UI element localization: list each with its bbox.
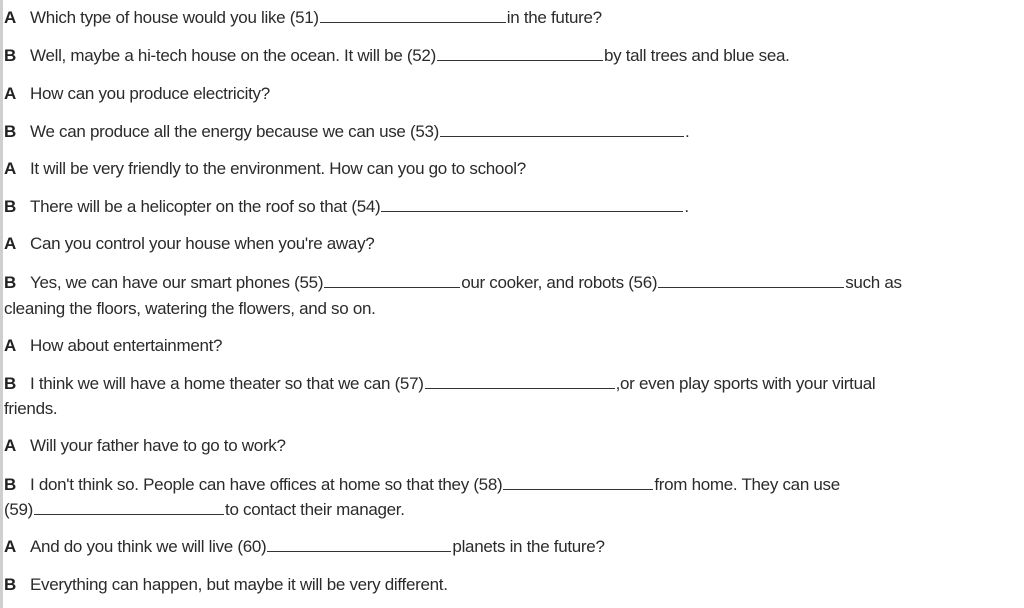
line-text: How about entertainment?	[30, 336, 223, 355]
line-text: (59)	[4, 500, 34, 519]
dialogue-line-12-continued	[4, 498, 1012, 522]
speaker-label: B	[4, 273, 16, 292]
dialogue-line-5	[4, 157, 1012, 181]
speaker-label: A	[4, 84, 16, 103]
line-text: planets in the future?	[452, 537, 605, 556]
speaker-label: A	[4, 8, 16, 27]
answer-blank-60[interactable]	[267, 535, 451, 552]
line-text: .	[685, 122, 690, 141]
speaker-label: B	[4, 46, 16, 65]
line-text: Everything can happen, but maybe it will be very different.	[30, 575, 448, 594]
speaker-label: B	[4, 122, 16, 141]
line-text: Which type of house would you like (51)	[30, 8, 319, 27]
dialogue-line-12	[4, 473, 1012, 497]
answer-blank-56[interactable]	[658, 271, 844, 288]
line-text: Can you control your house when you're away?	[30, 234, 375, 253]
answer-blank-53[interactable]	[440, 120, 684, 137]
dialogue-line-11	[4, 434, 1012, 458]
answer-blank-55[interactable]	[324, 271, 460, 288]
dialogue-line-10-continued	[4, 397, 1012, 421]
line-text: And do you think we will live (60)	[30, 537, 267, 556]
left-border	[0, 0, 3, 608]
line-text: We can produce all the energy because we can use (53)	[30, 122, 440, 141]
speaker-label: A	[4, 159, 16, 178]
answer-blank-58[interactable]	[503, 473, 653, 490]
answer-blank-54[interactable]	[381, 195, 683, 212]
answer-blank-52[interactable]	[437, 44, 603, 61]
dialogue-line-14	[4, 573, 1012, 597]
line-text: from home. They can use	[654, 475, 840, 494]
line-text: such as	[845, 273, 902, 292]
line-text: friends.	[4, 399, 58, 418]
dialogue-line-8	[4, 271, 1012, 295]
line-text: our cooker, and robots (56)	[461, 273, 658, 292]
dialogue-line-1	[4, 6, 1012, 30]
dialogue-line-9	[4, 334, 1012, 358]
speaker-label: A	[4, 436, 16, 455]
line-text: in the future?	[506, 8, 602, 27]
line-text: ,or even play sports with your virtual	[615, 374, 876, 393]
line-text: .	[684, 197, 689, 216]
dialogue-line-10	[4, 372, 1012, 396]
dialogue-line-6	[4, 195, 1012, 219]
speaker-label: B	[4, 374, 16, 393]
line-text: I don't think so. People can have offices at home so that they (58)	[30, 475, 503, 494]
line-text: It will be very friendly to the environment. How can you go to school?	[30, 159, 526, 178]
answer-blank-51[interactable]	[320, 6, 506, 23]
dialogue-line-13	[4, 535, 1012, 559]
line-text: to contact their manager.	[225, 500, 405, 519]
line-text: cleaning the floors, watering the flowers, and so on.	[4, 299, 376, 318]
speaker-label: B	[4, 197, 16, 216]
speaker-label: A	[4, 234, 16, 253]
dialogue-line-3	[4, 82, 1012, 106]
line-text: Yes, we can have our smart phones (55)	[30, 273, 324, 292]
dialogue-line-4	[4, 120, 1012, 144]
dialogue-line-2	[4, 44, 1012, 68]
line-text: How can you produce electricity?	[30, 84, 270, 103]
line-text: I think we will have a home theater so that we can (57)	[30, 374, 424, 393]
line-text: Well, maybe a hi-tech house on the ocean. It will be (52)	[30, 46, 436, 65]
speaker-label: B	[4, 475, 16, 494]
answer-blank-59[interactable]	[34, 498, 224, 515]
dialogue-line-8-continued	[4, 297, 1012, 321]
line-text: There will be a helicopter on the roof so that (54)	[30, 197, 381, 216]
speaker-label: B	[4, 575, 16, 594]
dialogue-line-7	[4, 232, 1012, 256]
line-text: by tall trees and blue sea.	[603, 46, 790, 65]
speaker-label: A	[4, 537, 16, 556]
speaker-label: A	[4, 336, 16, 355]
line-text: Will your father have to go to work?	[30, 436, 286, 455]
answer-blank-57[interactable]	[425, 372, 615, 389]
